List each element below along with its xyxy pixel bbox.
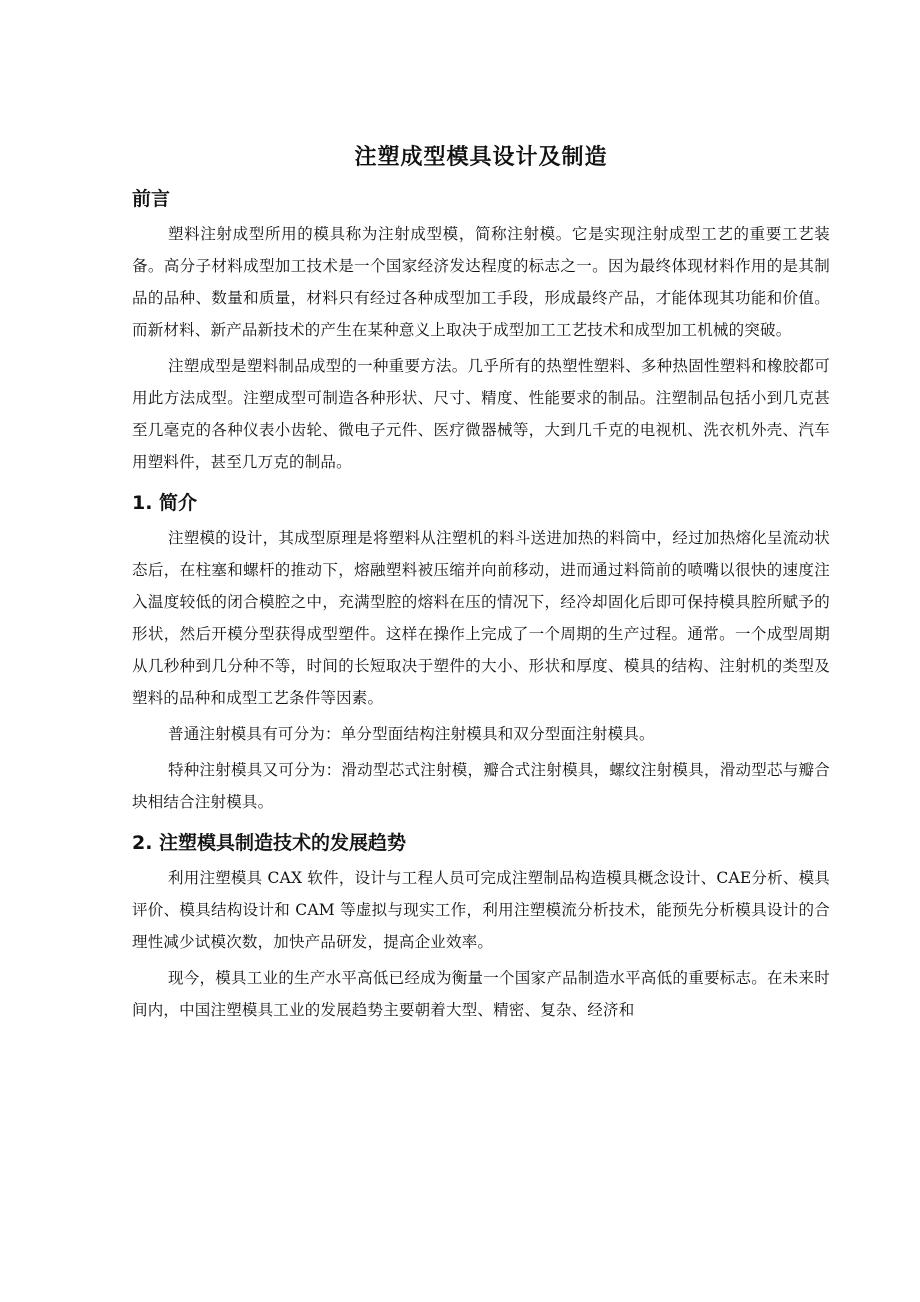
document-content [132, 138, 830, 1032]
section-development-trends [132, 824, 830, 1026]
paragraph: 普通注射模具有可分为：单分型面结构注射模具和双分型面注射模具。 [168, 725, 655, 743]
paragraph: 注塑成型是塑料制品成型的一种重要方法。几乎所有的热塑性塑料、多种热固性塑料和橡胶都可用此方法成型。注塑成型可制造各种形状、尺寸、精度、性能要求的制品。注塑制品包括小到几克甚至几毫克的各种仪表小齿轮、微电子元件、医疗微器械等，大到几千克的电视机、洗衣机外壳、汽车用塑料件，甚至几万克的制品。 [132, 357, 830, 471]
paragraph: 注塑模的设计，其成型原理是将塑料从注塑机的料斗送进加热的料筒中，经过加热熔化呈流动状态后，在柱塞和螺杆的推动下，熔融塑料被压缩并向前移动，进而通过料筒前的喷嘴以很快的速度注入温度较低的闭合模腔之中，充满型腔的熔料在压的情况下，经冷却固化后即可保持模具腔所赋予的形状，然后开模分型获得成型塑件。这样在操作上完成了一个周期的生产过程。通常。一个成型周期从几秒种到几分种不等，时间的长短取决于塑件的大小、形状和厚度、模具的结构、注射机的类型及塑料的品种和成型工艺条件等因素。 [132, 529, 830, 707]
paragraph: 特种注射模具又可分为：滑动型芯式注射模，瓣合式注射模具，螺纹注射模具，滑动型芯与瓣合块相结合注射模具。 [132, 761, 830, 811]
document-title: 注塑成型模具设计及制造 [354, 145, 608, 170]
paragraph: 现今，模具工业的生产水平高低已经成为衡量一个国家产品制造水平高低的重要标志。在未来时间内，中国注塑模具工业的发展趋势主要朝着大型、精密、复杂、经济和 [132, 969, 830, 1019]
section-heading: 2. 注塑模具制造技术的发展趋势 [132, 832, 407, 854]
section-heading: 前言 [132, 188, 171, 210]
section-heading: 1. 简介 [132, 492, 198, 514]
section-introduction [132, 484, 830, 818]
paragraph: 利用注塑模具 CAX 软件，设计与工程人员可完成注塑制品构造模具概念设计、CAE分析、模具评价、模具结构设计和 CAM 等虚拟与现实工作，利用注塑模流分析技术，能预先分析模具设计的合理性减少试模次数，加快产品研发，提高企业效率。 [132, 869, 830, 951]
paragraph: 塑料注射成型所用的模具称为注射成型模，简称注射模。它是实现注射成型工艺的重要工艺装备。高分子材料成型加工技术是一个国家经济发达程度的标志之一。因为最终体现材料作用的是其制品的品种、数量和质量，材料只有经过各种成型加工手段，形成最终产品，才能体现其功能和价值。而新材料、新产品新技术的产生在某种意义上取决于成型加工工艺技术和成型加工机械的突破。 [132, 225, 830, 339]
section-preface [132, 180, 830, 478]
